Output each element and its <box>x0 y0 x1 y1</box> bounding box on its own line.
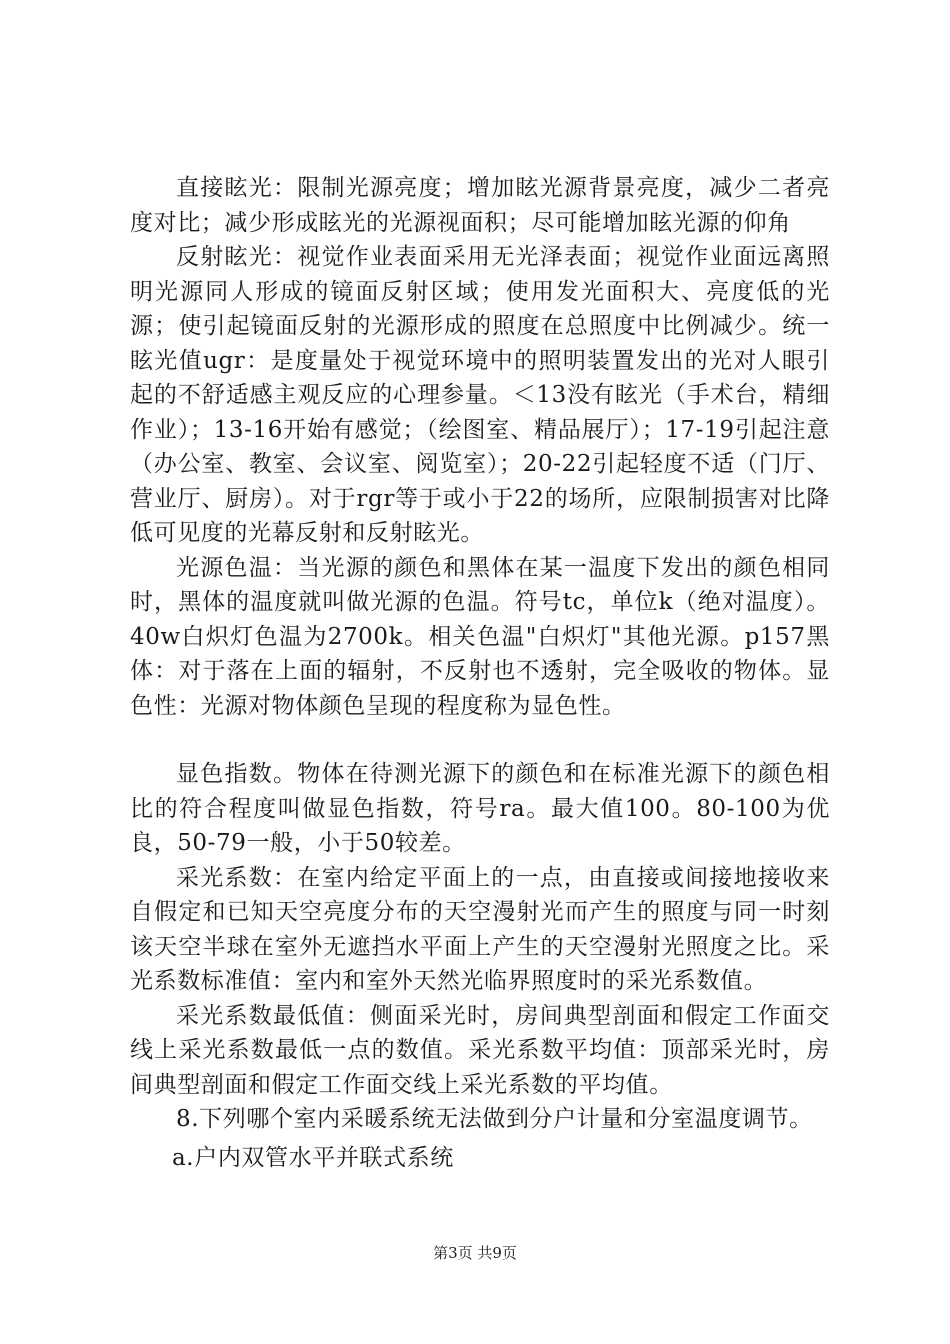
paragraph-reflected-glare: 反射眩光：视觉作业表面采用无光泽表面；视觉作业面远离照明光源同人形成的镜面反射区域；使用发光面积大、亮度低的光源；使引起镜面反射的光源形成的照度在总照度中比例减少。统一眩光值ugr：是度量处于视觉环境中的照明装置发出的光对人眼引起的不舒适感主观反应的心理参量。＜13没有眩光（手术台，精细作业）；13-16开始有感觉；（绘图室、精品展厅）；17-19引起注意（办公室、教室、会议室、阅览室）；20-22引起轻度不适（门厅、营业厅、厨房）。对于rgr等于或小于22的场所，应限制损害对比降低可见度的光幕反射和反射眩光。 <box>130 244 830 546</box>
paragraph-direct-glare: 直接眩光：限制光源亮度；增加眩光源背景亮度，减少二者亮度对比；减少形成眩光的光源视面积；尽可能增加眩光源的仰角 <box>130 175 830 236</box>
paragraph-color-rendering-index: 显色指数。物体在待测光源下的颜色和在标准光源下的颜色相比的符合程度叫做显色指数，符号ra。最大值100。80-100为优良，50-79一般，小于50较差。 <box>130 761 830 856</box>
paragraph-color-temperature: 光源色温：当光源的颜色和黑体在某一温度下发出的颜色相同时，黑体的温度就叫做光源的色温。符号tc，单位k（绝对温度）。40w白炽灯色温为2700k。相关色温"白炽灯"其他光源。p157黑体：对于落在上面的辐射，不反射也不透射，完全吸收的物体。显色性：光源对物体颜色呈现的程度称为显色性。 <box>130 554 830 719</box>
option-a: a.户内双管水平并联式系统 <box>172 1144 454 1171</box>
document-body <box>130 171 830 1175</box>
paragraph-daylight-factor: 采光系数：在室内给定平面上的一点，由直接或间接地接收来自假定和已知天空亮度分布的天空漫射光而产生的照度与同一时刻该天空半球在室外无遮挡水平面上产生的天空漫射光照度之比。采光系数标准值：室内和室外天然光临界照度时的采光系数值。 <box>130 864 830 994</box>
paragraph-daylight-factor-min: 采光系数最低值：侧面采光时，房间典型剖面和假定工作面交线上采光系数最低一点的数值。采光系数平均值：顶部采光时，房间典型剖面和假定工作面交线上采光系数的平均值。 <box>130 1002 830 1098</box>
page-footer: 第3页 共9页 <box>433 1244 517 1262</box>
question-8: 8.下列哪个室内采暖系统无法做到分户计量和分室温度调节。 <box>176 1106 813 1132</box>
